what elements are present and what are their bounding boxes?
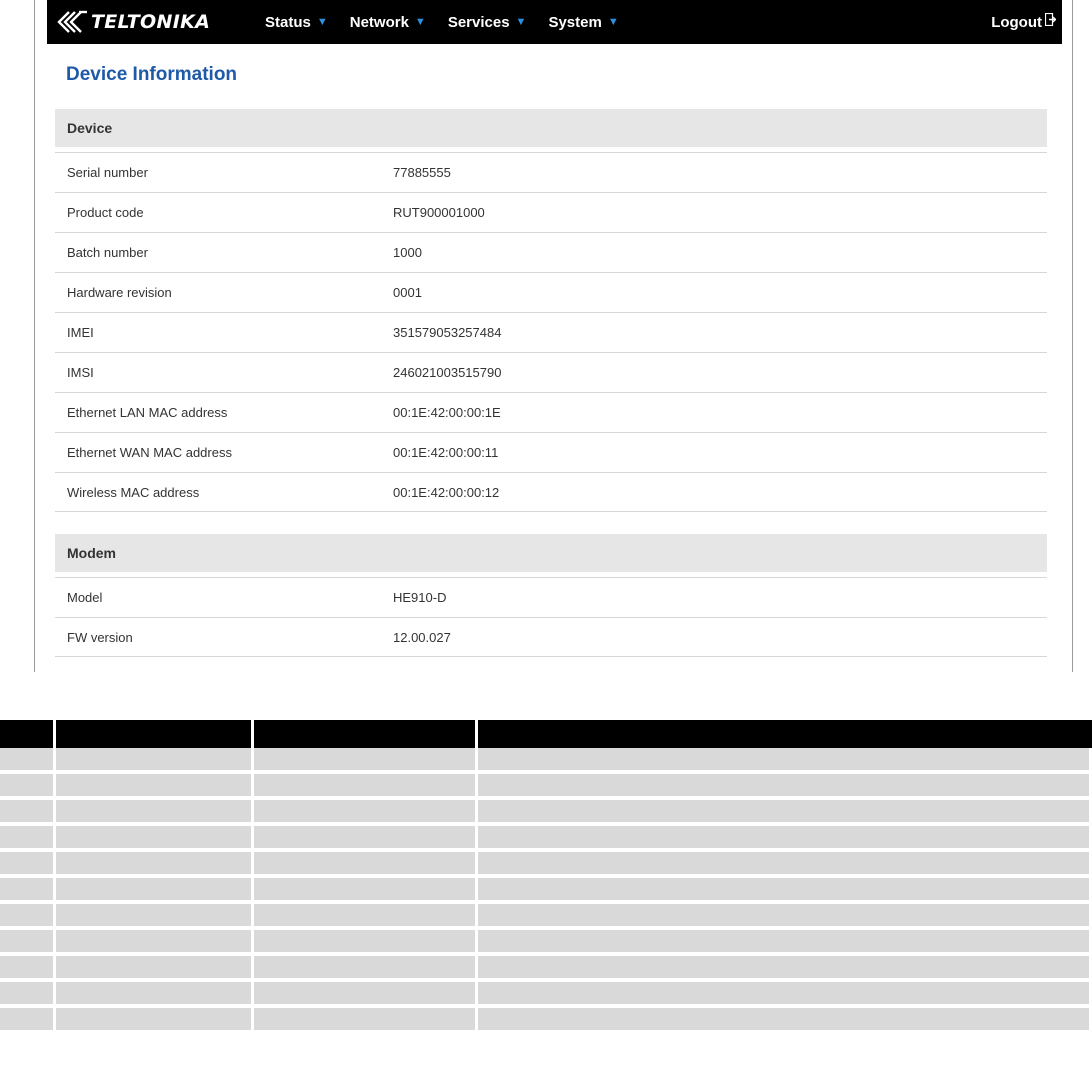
table-cell [0,826,56,850]
info-label: Serial number [67,165,148,180]
nav-status[interactable] [265,0,328,44]
info-row [55,232,1047,272]
table-cell [0,1008,56,1032]
device-info-list [55,152,1047,512]
table-row [0,748,1092,774]
table-cell [254,826,478,850]
table-row [0,1008,1092,1034]
main-nav [265,0,641,44]
table-header-cell [0,720,56,748]
table-row [0,878,1092,904]
table-cell [56,1008,254,1032]
info-row [55,152,1047,192]
chevron-down-icon: ▼ [316,16,328,28]
table-cell [254,748,478,772]
table-cell [0,852,56,876]
table-header-row [0,720,1092,748]
info-label: IMEI [67,325,94,340]
info-value: 00:1E:42:00:00:11 [393,445,499,460]
info-row [55,472,1047,512]
table-cell [478,904,1089,928]
table-cell [56,982,254,1006]
table-cell [0,748,56,772]
table-cell [478,774,1089,798]
empty-grid-table [0,720,1092,1034]
nav-system-label: System [548,13,602,31]
table-cell [254,904,478,928]
nav-services[interactable] [448,0,527,44]
table-cell [478,1008,1089,1032]
info-label: Ethernet LAN MAC address [67,405,228,420]
table-cell [254,1008,478,1032]
chevron-down-icon: ▼ [515,16,527,28]
table-cell [0,774,56,798]
info-value: 351579053257484 [393,325,502,340]
section-header-modem: Modem [55,534,1047,572]
top-navigation-bar [47,0,1062,44]
table-cell [254,878,478,902]
table-cell [478,956,1089,980]
table-header-cell [56,720,254,748]
info-row [55,617,1047,657]
logout-label: Logout [991,13,1042,31]
table-cell [56,748,254,772]
table-cell [56,826,254,850]
info-label: Batch number [67,245,148,260]
table-row [0,930,1092,956]
info-value: 77885555 [393,165,451,180]
info-row [55,192,1047,232]
logout-icon [1045,13,1056,26]
info-value: 00:1E:42:00:00:1E [393,405,501,420]
info-value: 12.00.027 [393,630,451,645]
info-value: 0001 [393,285,422,300]
table-cell [254,930,478,954]
table-cell [56,774,254,798]
info-value: 246021003515790 [393,365,502,380]
table-cell [56,956,254,980]
logo-text: TELTONIKA [91,11,211,33]
table-cell [254,956,478,980]
chevron-down-icon: ▼ [607,16,619,28]
info-label: Hardware revision [67,285,172,300]
info-row [55,392,1047,432]
info-value: 1000 [393,245,422,260]
table-row [0,800,1092,826]
table-cell [0,956,56,980]
info-label: FW version [67,630,133,645]
table-cell [56,852,254,876]
table-row [0,852,1092,878]
logo[interactable] [55,8,210,36]
info-row [55,352,1047,392]
table-cell [478,748,1089,772]
info-row [55,432,1047,472]
chevron-down-icon: ▼ [414,16,426,28]
info-value: HE910-D [393,590,447,605]
nav-network[interactable] [350,0,426,44]
table-cell [254,800,478,824]
info-value: 00:1E:42:00:00:12 [393,485,500,500]
table-cell [478,982,1089,1006]
table-cell [0,982,56,1006]
table-cell [478,826,1089,850]
table-cell [0,878,56,902]
table-row [0,904,1092,930]
table-cell [254,774,478,798]
logout-button[interactable] [991,0,1056,44]
info-label: Ethernet WAN MAC address [67,445,232,460]
table-cell [56,904,254,928]
table-row [0,774,1092,800]
table-row [0,956,1092,982]
table-cell [56,800,254,824]
table-header-cell [254,720,478,748]
info-label: Wireless MAC address [67,485,200,500]
nav-services-label: Services [447,13,510,31]
info-label: Product code [67,205,144,220]
table-cell [56,878,254,902]
table-cell [0,930,56,954]
section-header-device: Device [55,109,1047,147]
nav-network-label: Network [349,13,409,31]
info-row [55,312,1047,352]
table-cell [56,930,254,954]
info-row [55,272,1047,312]
info-value: RUT900001000 [393,205,485,220]
table-cell [478,800,1089,824]
nav-system[interactable] [548,0,618,44]
table-cell [478,878,1089,902]
table-row [0,982,1092,1008]
modem-info-list [55,577,1047,657]
table-cell [254,982,478,1006]
table-cell [0,800,56,824]
teltonika-logo-icon [55,10,89,34]
table-row [0,826,1092,852]
nav-status-label: Status [265,13,311,31]
info-label: Model [67,590,103,605]
table-cell [478,930,1089,954]
table-cell [478,852,1089,876]
info-row [55,577,1047,617]
table-cell [254,852,478,876]
table-cell [0,904,56,928]
page-title: Device Information [66,64,238,85]
table-header-cell [478,720,1089,748]
info-label: IMSI [67,365,94,380]
